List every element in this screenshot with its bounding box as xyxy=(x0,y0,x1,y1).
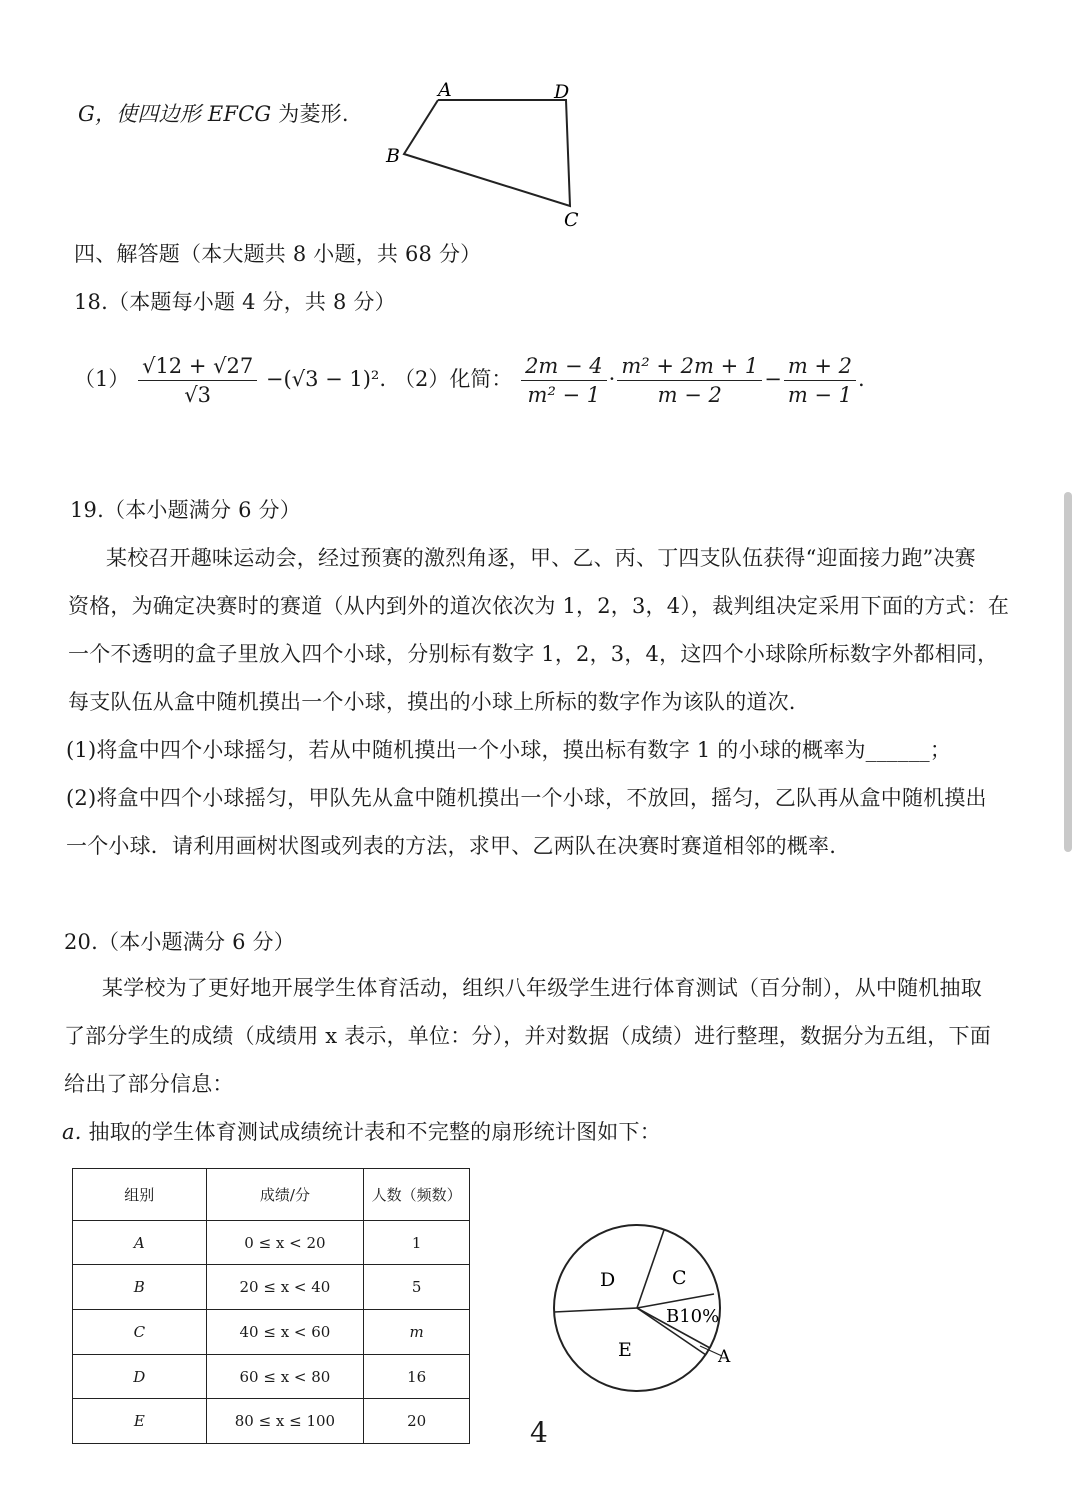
q18-f2-numerator: m² + 2m + 1 xyxy=(617,354,762,381)
q18-dot: · xyxy=(608,367,616,391)
q19-sub2-line-1: (2)将盒中四个小球摇匀，甲队先从盒中随机摸出一个小球，不放回，摇匀，乙队再从盒中随机摸出 xyxy=(66,786,987,810)
pie-label-e: E xyxy=(618,1339,632,1361)
pie-divider-d-e xyxy=(554,1308,637,1312)
table-cell-range: 0 ≤ x < 20 xyxy=(206,1220,364,1265)
q20-line-1: 某学校为了更好地开展学生体育活动，组织八年级学生进行体育测试（百分制），从中随机抽取 xyxy=(102,976,982,1000)
q18-part2-fraction-3 xyxy=(784,354,856,407)
table-cell-group: D xyxy=(73,1354,207,1399)
q19-sub2-line-2: 一个小球．请利用画树状图或列表的方法，求甲、乙两队在决赛时赛道相邻的概率. xyxy=(66,834,837,858)
table-cell-range: 40 ≤ x < 60 xyxy=(206,1310,364,1355)
table-cell-range: 80 ≤ x ≤ 100 xyxy=(206,1399,364,1444)
vertex-a-label: A xyxy=(438,79,452,101)
table-header-group: 组别 xyxy=(73,1169,207,1221)
pie-divider-d-c xyxy=(637,1230,664,1308)
table-cell-count: m xyxy=(364,1310,470,1355)
table-row xyxy=(73,1310,470,1355)
table-cell-range: 20 ≤ x < 40 xyxy=(206,1265,364,1310)
vertex-d-label: D xyxy=(554,81,570,103)
q17-tail-quad: EFCG xyxy=(207,102,272,126)
q18-f1-numerator: 2m − 4 xyxy=(521,354,607,381)
q19-line-1: 某校召开趣味运动会，经过预赛的激烈角逐，甲、乙、丙、丁四支队伍获得“迎面接力跑”决赛 xyxy=(106,546,976,570)
q18-f3-denominator: m − 1 xyxy=(787,383,853,407)
table-cell-count: 16 xyxy=(364,1354,470,1399)
table-row xyxy=(73,1354,470,1399)
q20-line-3: 给出了部分信息： xyxy=(64,1072,234,1096)
q20-a-text: 抽取的学生体育测试成绩统计表和不完整的扇形统计图如下： xyxy=(88,1120,661,1144)
quadrilateral-outline xyxy=(404,100,570,206)
vertex-b-label: B xyxy=(386,145,400,167)
table-cell-group: E xyxy=(73,1399,207,1444)
q18-f1-denominator: m² − 1 xyxy=(527,383,601,407)
table-cell-count: 20 xyxy=(364,1399,470,1444)
table-header-count: 人数（频数） xyxy=(364,1169,470,1221)
q19-line-3: 一个不透明的盒子里放入四个小球，分别标有数字 1，2，3，4，这四个小球除所标数字外都相同， xyxy=(68,642,999,666)
q18-f3-numerator: m + 2 xyxy=(784,354,856,381)
q18-part1-label: （1） xyxy=(74,367,130,391)
q18-f2-denominator: m − 2 xyxy=(657,383,722,407)
q20-a-label: a. xyxy=(62,1120,82,1144)
q18-part2 xyxy=(394,354,865,407)
table-cell-count: 1 xyxy=(364,1220,470,1265)
table-header-row xyxy=(73,1169,470,1221)
pie-label-c: C xyxy=(672,1267,687,1289)
q18-header: 18.（本题每小题 4 分，共 8 分） xyxy=(74,290,396,314)
pie-label-d: D xyxy=(600,1269,616,1291)
table-header-score: 成绩/分 xyxy=(206,1169,364,1221)
q18-part2-label: （2）化简： xyxy=(394,367,513,391)
q17-tail-prefix: G，使四边形 xyxy=(78,102,208,126)
quadrilateral-figure xyxy=(380,76,600,236)
table-cell-group: A xyxy=(73,1220,207,1265)
q18-part1-numerator: √12 + √27 xyxy=(138,354,257,381)
q19-line-2: 资格，为确定决赛时的赛道（从内到外的道次依次为 1，2，3，4），裁判组决定采用下面的方式：在 xyxy=(68,594,1010,618)
pie-label-a: A xyxy=(718,1347,731,1367)
table-row xyxy=(73,1399,470,1444)
table-cell-group: B xyxy=(73,1265,207,1310)
q18-part1-fraction xyxy=(138,354,257,407)
q17-tail-suffix: 为菱形. xyxy=(271,102,349,126)
section-title: 四、解答题（本大题共 8 小题，共 68 分） xyxy=(74,242,482,266)
page-number: 4 xyxy=(530,1416,548,1449)
q18-part1-tail: −(√3 − 1)². xyxy=(265,367,387,391)
q19-line-4: 每支队伍从盒中随机摸出一个小球，摸出的小球上所标的数字作为该队的道次. xyxy=(68,690,796,714)
q17-tail-line xyxy=(78,98,349,128)
table-row xyxy=(73,1220,470,1265)
table-row xyxy=(73,1265,470,1310)
vertex-c-label: C xyxy=(564,209,579,231)
q19-header: 19.（本小题满分 6 分） xyxy=(70,498,301,522)
pie-label-b: B10% xyxy=(666,1306,720,1327)
q20-a-line xyxy=(62,1116,661,1146)
q19-sub1: (1)将盒中四个小球摇匀，若从中随机摸出一个小球，摸出标有数字 1 的小球的概率为______； xyxy=(66,738,952,762)
q18-part1-denominator: √3 xyxy=(184,383,212,407)
vertical-scrollbar[interactable] xyxy=(1064,492,1072,852)
pie-chart xyxy=(540,1210,750,1410)
q20-line-2: 了部分学生的成绩（成绩用 x 表示，单位：分），并对数据（成绩）进行整理，数据分为五组，下面 xyxy=(64,1024,991,1048)
q18-part2-fraction-1 xyxy=(521,354,607,407)
q18-part1 xyxy=(74,354,386,407)
table-cell-count: 5 xyxy=(364,1265,470,1310)
q18-part2-fraction-2 xyxy=(617,354,762,407)
q20-header: 20.（本小题满分 6 分） xyxy=(64,930,295,954)
table-cell-group: C xyxy=(73,1310,207,1355)
q18-minus: − xyxy=(764,367,782,391)
score-table xyxy=(72,1168,470,1444)
q18-end: . xyxy=(858,367,865,391)
table-cell-range: 60 ≤ x < 80 xyxy=(206,1354,364,1399)
